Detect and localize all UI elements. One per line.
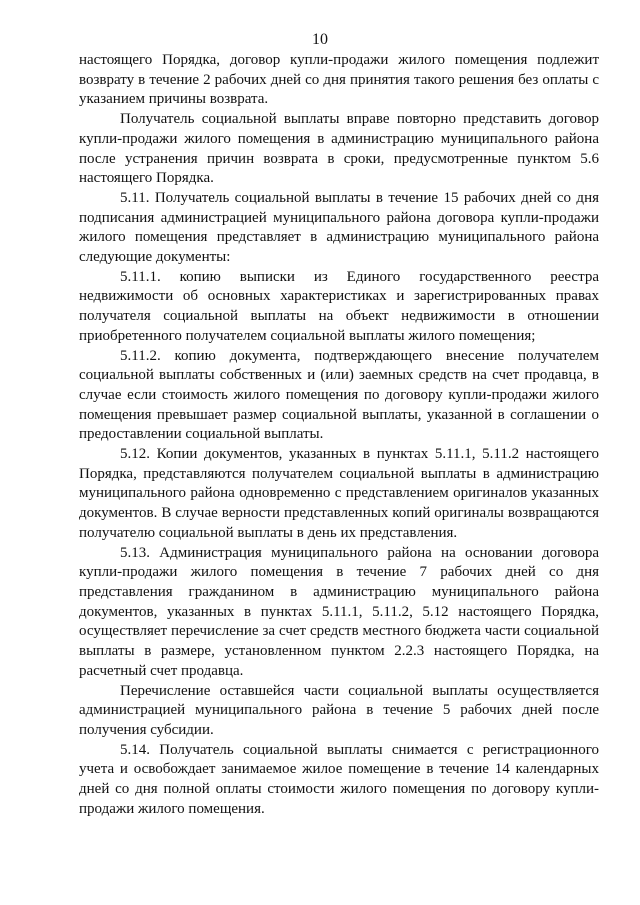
paragraph-remaining-transfer: Перечисление оставшейся части социальной выплаты осуществляется администрацией муниципального района в течение 5 рабочих дней после получения субсидии.: [79, 682, 599, 738]
paragraph-5-11-2: 5.11.2. копию документа, подтверждающего внесение получателем социальной выплаты собственных и (или) заемных средств на счет продавца, в случае если стоимость жилого помещения по договору купли-продажи жилого помещения превышает размер социальной выплаты, указанной в соглашении о предоставлении социальной выплаты.: [79, 347, 599, 443]
paragraph-5-12: 5.12. Копии документов, указанных в пунктах 5.11.1, 5.11.2 настоящего Порядка, представляются получателем социальной выплаты в администрацию муниципального района одновременно с представлением оригиналов указанных документов. В случае верности представленных копий оригиналы возвращаются получателю социальной выплаты в день их представления.: [79, 446, 599, 541]
paragraph-5-11-1: 5.11.1. копию выписки из Единого государственного реестра недвижимости об основных характеристиках и зарегистрированных правах получателя социальной выплаты на объект недвижимости в отношении приобретенного получателем социальной выплаты жилого помещения;: [79, 268, 599, 344]
paragraph-return-continuation: настоящего Порядка, договор купли-продажи жилого помещения подлежит возврату в течение 2 рабочих дней со дня принятия такого решения без оплаты с указанием причины возврата.: [79, 52, 599, 108]
document-body: [79, 51, 599, 819]
paragraph-resubmission: Получатель социальной выплаты вправе повторно представить договор купли-продажи жилого помещения в администрацию муниципального района после устранения причин возврата в сроки, предусмотренные пунктом 5.6 настоящего Порядка.: [79, 111, 599, 187]
paragraph-5-11: 5.11. Получатель социальной выплаты в течение 15 рабочих дней со дня подписания администрацией муниципального района договора купли-продажи жилого помещения представляет в администрацию муниципального района следующие документы:: [79, 189, 599, 266]
paragraph-5-14: 5.14. Получатель социальной выплаты снимается с регистрационного учета и освобождает занимаемое жилое помещение в течение 14 календарных дней со дня полной оплаты стоимости жилого помещения по договору купли-продажи жилого помещения.: [79, 741, 599, 817]
page-number: 10: [312, 31, 328, 48]
paragraph-5-13: 5.13. Администрация муниципального района на основании договора купли-продажи жилого помещения в течение 7 рабочих дней со дня представления гражданином в администрацию муниципального района документов, указанных в пунктах 5.11.1, 5.11.2, 5.12 настоящего Порядка, осуществляет перечисление за счет средств местного бюджета части социальной выплаты в размере, установленном пунктом 2.2.3 настоящего Порядка, на расчетный счет продавца.: [79, 544, 599, 679]
